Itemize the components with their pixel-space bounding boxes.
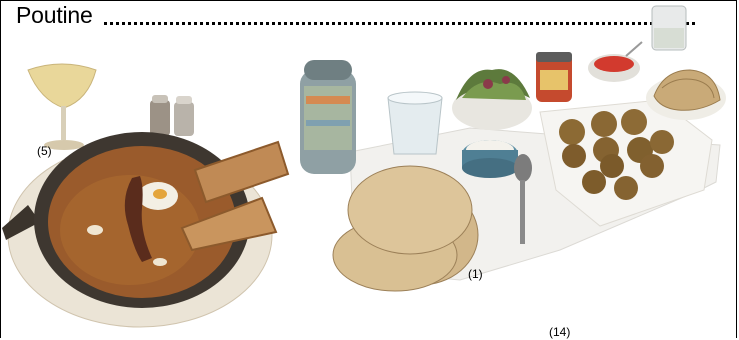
salt-pepper-shakers bbox=[150, 95, 194, 136]
water-glass bbox=[388, 92, 442, 154]
bottom-number-label: (14) bbox=[549, 325, 571, 339]
tin-can bbox=[300, 60, 356, 174]
tortilla-scene bbox=[300, 6, 726, 291]
skillet-scene bbox=[2, 64, 288, 327]
pita-stack bbox=[646, 70, 726, 120]
tortilla-number-label: (1) bbox=[468, 267, 483, 281]
page-title: Poutine bbox=[16, 2, 93, 28]
skillet-number-label: (5) bbox=[37, 144, 52, 158]
sour-cream-bowl bbox=[462, 140, 518, 178]
salsa-jar bbox=[536, 52, 572, 102]
tomato-bowl bbox=[588, 42, 642, 82]
tall-glass bbox=[652, 6, 686, 50]
cocktail-glass bbox=[28, 64, 96, 150]
salad-bowl bbox=[452, 69, 532, 130]
